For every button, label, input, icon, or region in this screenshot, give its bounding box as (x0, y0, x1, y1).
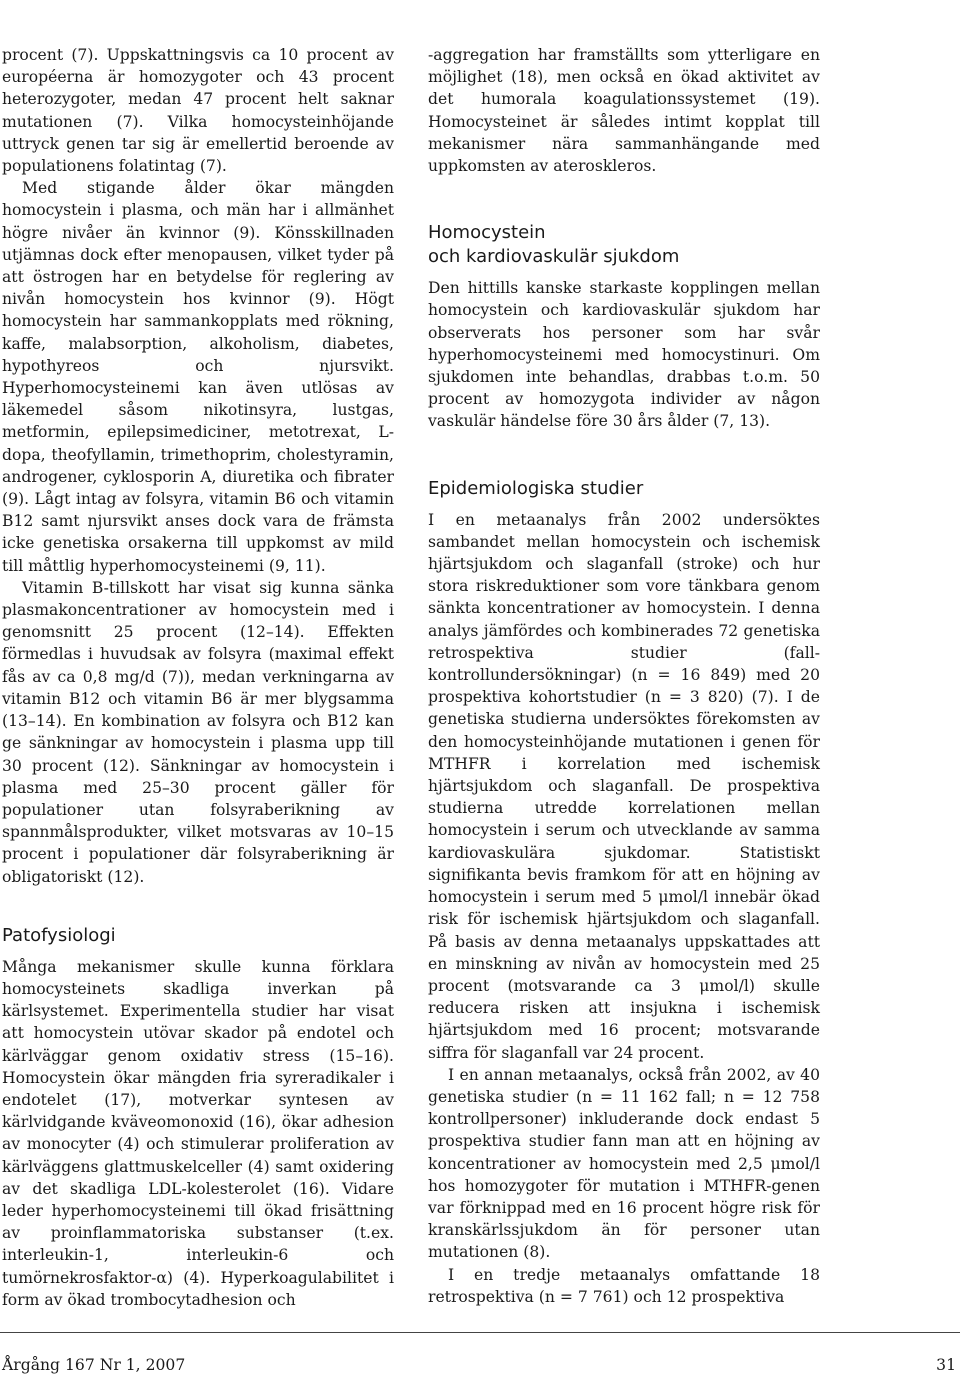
body-paragraph: I en tredje metaanalys omfattande 18 retrospektiva (n = 7 761) och 12 prospektiva (428, 1265, 820, 1306)
body-paragraph: Vitamin B-tillskott har visat sig kunna sänka plasmakoncentrationer av homocystein med i genomsnitt 25 procent (12–14). Effekten förmedlas i huvudsak av folsyra (maximal effekt fås av ca 0,8 mg/d (7)), medan verkningarna av vitamin B12 och vitamin B6 är mer blygsamma (13–14). En kombination av folsyra och B12 kan ge sänkningar av homocystein i plasma upp till 30 procent (12). Sänkningar av homocystein i plasma med 25–30 procent gäller för populationer utan folsyraberikning av spannmålsprodukter, vilket motsvaras av 10–15 procent i populationer där folsyraberikning är obligatoriskt (12). (2, 578, 394, 886)
body-paragraph: I en annan metaanalys, också från 2002, av 40 genetiska studier (n = 11 162 fall; n = 12 758 kontrollpersoner) inkluderande dock endast 5 prospektiva studier fann man att en höjning av koncentrationer av homocystein med 2,5 μmol/l hos homozygoter för mutation i MTHFR-genen var förknippad med en 16 procent högre risk för kranskärlssjukdom än för personer utan mutationen (8). (428, 1065, 820, 1262)
body-paragraph: Med stigande ålder ökar mängden homocystein i plasma, och män har i allmänhet högre nivåer än kvinnor (9). Könsskillnaden utjämnas dock efter menopausen, vilket tyder på att östrogen har en betydelse för reglering av nivån homocystein hos kvinnor (9). Högt homocystein har sammankopplats med rökning, kaffe, malabsorption, alkoholism, diabetes, hypothyreos och njursvikt. Hyperhomocysteinemi kan även utlösas av läkemedel såsom nikotinsyra, lustgas, metformin, epilepsimediciner, metotrexat, L-dopa, theofyllamin, trimethoprim, cholestyramin, androgener, cyklosporin A, diuretika och fibrater (9). Lågt intag av folsyra, vitamin B6 och vitamin B12 samt njursvikt anses dock vara de främsta icke genetiska orsakerna till uppkomst av mild till måttlig hyperhomocysteinemi (9, 11). (2, 179, 394, 575)
body-paragraph: I en metaanalys från 2002 undersöktes sambandet mellan homocystein och ischemisk hjärtsjukdom och slaganfall (stroke) och hur stora riskreduktioner som vore tänkbara genom sänkta koncentrationer av homocystein. I denna analys jämfördes och kombinerades 72 genetiska retrospektiva studier (fall-kontrollundersökningar) (n = 16 849) med 20 prospektiva kohortstudier (n = 3 820) (7). I de genetiska studierna undersöktes förekomsten av den homocysteinhöjande mutationen i genen för MTHFR i korrelation med ischemisk hjärtsjukdom och slaganfall. De prospektiva studierna utredde korrelationen mellan homocystein i serum och utvecklande av samma kardiovaskulära sjukdomar. Statistiskt signifikanta bevis framkom för att en höjning av homocystein i serum med 5 μmol/l innebär ökad risk för ischemisk hjärtsjukdom och slaganfall. På basis av denna metaanalys uppskattades att en minskning av nivån av homocystein med 25 procent (motsvarande ca 3 μmol/l) skulle reducera risken att insjukna i ischemisk hjärtsjukdom med 16 procent; motsvarande siffra för slaganfall var 24 procent. (428, 510, 820, 1062)
section-heading-line: Homocystein (428, 222, 546, 244)
page-number: 31 (936, 1356, 956, 1374)
section-heading: Patofysiologi (2, 924, 116, 946)
section-heading-line: och kardiovaskulär sjukdom (428, 246, 680, 268)
body-paragraph: -aggregation har framställts som ytterligare en möjlighet (18), men också en ökad aktivitet av det humorala koagulationssystemet (19). Homocysteinet är således intimt kopplat till mekanismer nära sammanhängande med uppkomsten av ateroskleros. (428, 46, 820, 176)
journal-issue: Årgång 167 Nr 1, 2007 (2, 1356, 186, 1374)
body-paragraph: Den hittills kanske starkaste kopplingen mellan homocystein och kardiovaskulär sjukdom har observerats hos personer som har svår hyperhomocysteinemi med homocystinuri. Om sjukdomen inte behandlas, drabbas t.o.m. 50 procent av homozygota individer av någon vaskulär händelse före 30 års ålder (7, 13). (428, 279, 820, 431)
footer-divider (0, 1332, 960, 1333)
section-heading (428, 221, 820, 269)
left-column (2, 44, 394, 1311)
body-paragraph: procent (7). Uppskattningsvis ca 10 procent av européerna är homozygoter och 43 procent heterozygoter, medan 47 procent helt saknar mutationen (7). Vilka homocysteinhöjande uttryck genen tar sig är emellertid beroende av populationens folatintag (7). (2, 46, 394, 176)
right-column (428, 44, 820, 1308)
section-heading: Epidemiologiska studier (428, 477, 644, 499)
body-paragraph: Många mekanismer skulle kunna förklara homocysteinets skadliga inverkan på kärlsystemet. Experimentella studier har visat att homocystein utövar skador på endotel och kärlväggar genom oxidativ stress (15–16). Homocystein ökar mängden fria syreradikaler i endotelet (17), motverkar syntesen av kärlvidgande kväveomonoxid (16), ökar adhesion av monocyter (4) och stimulerar proliferation av kärlväggens glattmuskelceller (4) samt oxidering av det skadliga LDL-kolesterolet (16). Vidare leder hyperhomocysteinemi till ökad frisättning av proinflammatoriska substanser (t.ex. interleukin-1, interleukin-6 och tumörnekrosfaktor-α) (4). Hyperkoagulabilitet i form av ökad trombocytadhesion och (2, 957, 394, 1309)
